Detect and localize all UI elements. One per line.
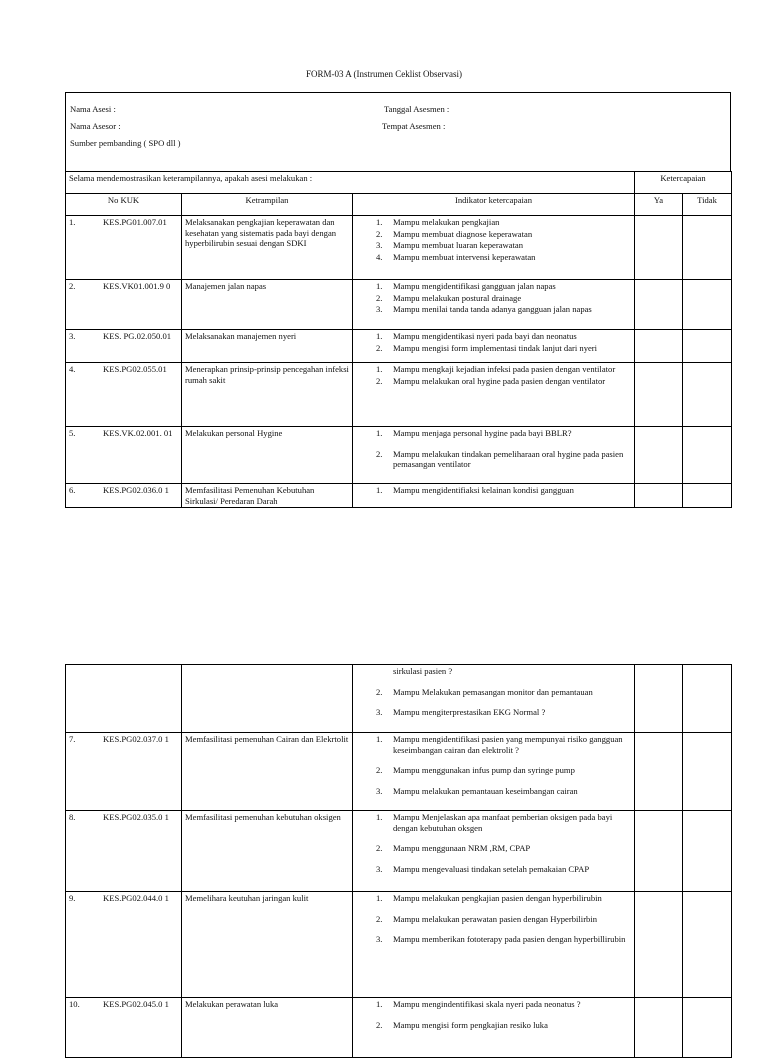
kuk-code: KES.PG02.045.0 1 [103,999,169,1009]
ya-checkbox-cell[interactable] [635,484,683,508]
indicator-number: 1. [376,893,383,903]
indicator-number: 2. [376,843,383,854]
indicator-item [356,485,631,496]
ya-checkbox-cell[interactable] [635,811,683,892]
indicator-item [356,812,631,833]
indikator-cell [353,330,635,363]
indicator-text: Mampu melakukan oral hygine pada pasien dengan ventilator [393,375,606,386]
kuk-cell [66,892,182,998]
indicator-number: 1. [376,999,383,1009]
ketrampilan-cell: Melaksanakan pengkajian keperawatan dan kesehatan yang sistematis pada bayi dengan hyperbilirubin sesuai dengan SDKI [182,216,353,280]
indicator-text: Mampu mengkaji kejadian infeksi pada pasien dengan ventilator [393,364,616,374]
ya-checkbox-cell[interactable] [635,330,683,363]
indicator-list [356,812,631,875]
indicator-number: 3. [376,240,383,251]
tidak-header: Tidak [683,194,732,216]
ya-checkbox-cell[interactable] [635,363,683,427]
row-number: 4. [69,364,76,374]
tidak-checkbox-cell[interactable] [683,892,732,998]
indicator-list [356,331,631,353]
sumber-pembanding-label: Sumber pembanding ( SPO dll ) [70,138,181,148]
indicator-item [356,281,631,292]
kuk-code: KES. PG.02.050.01 [103,331,172,341]
indicator-text: Mampu mengindentifikasi skala nyeri pada neonatus ? [393,999,581,1009]
indicator-text: Mampu menggunakan infus pump dan syringe pump [393,765,575,776]
indicator-number: 2. [376,375,383,386]
indicator-text: Mampu memberikan fototerapy pada pasien dengan hyperbillirubin [393,934,626,945]
ya-checkbox-cell[interactable] [635,427,683,484]
ketrampilan-cell: Memfasilitasi pemenuhan kebutuhan oksigen [182,811,353,892]
indicator-number: 4. [376,252,383,263]
indicator-item [356,843,631,854]
indicator-text: Mampu melakukan pemantauan keseimbangan cairan [393,786,578,797]
indicator-text: Mampu membuat diagnose keperawatan [393,228,533,239]
indicator-number: 2. [376,1019,383,1030]
kuk-cell [66,665,182,733]
indicator-number: 1. [376,281,383,291]
table-row [66,363,732,427]
indikator-cell [353,216,635,280]
kuk-code: KES.VK01.001.9 0 [103,281,171,291]
assessment-info-box [65,92,731,172]
table-row [66,427,732,484]
tidak-checkbox-cell[interactable] [683,216,732,280]
indicator-text: Mampu melakukan pengkajian [393,217,500,227]
indicator-number: 1. [376,428,383,438]
kuk-code: KES.PG02.037.0 1 [103,734,169,744]
tanggal-asesmen-label: Tanggal Asesmen : [384,104,450,114]
indicator-number: 2. [376,448,383,459]
indicator-number: 2. [376,342,383,353]
indicator-number: 2. [376,686,383,697]
kuk-cell [66,330,182,363]
indicator-text: Mampu mengiterprestasikan EKG Normal ? [393,707,546,718]
indicator-item [356,343,631,354]
row-number: 7. [69,734,76,744]
ketrampilan-cell: Memfasilitasi Pemenuhan Kebutuhan Sirkulasi/ Peredaran Darah [182,484,353,508]
indicator-text: Mampu mengidentifiaksi kelainan kondisi gangguan [393,485,574,495]
ketrampilan-cell: Manajemen jalan napas [182,280,353,330]
indicator-text: Mampu mengevaluasi tindakan setelah pemakaian CPAP [393,864,590,875]
indicator-item [356,217,631,228]
indicator-item [356,376,631,387]
indicator-item [356,293,631,304]
tidak-checkbox-cell[interactable] [683,998,732,1058]
table-row [66,330,732,363]
ketrampilan-cell: Melaksanakan manajemen nyeri [182,330,353,363]
prompt-cell: Selama mendemostrasikan keterampilannya, apakah asesi melakukan : [66,172,635,194]
kuk-cell [66,363,182,427]
indicator-item [356,934,631,945]
ketrampilan-cell: Melakukan personal Hygine [182,427,353,484]
kuk-cell [66,216,182,280]
tidak-checkbox-cell[interactable] [683,665,732,733]
indicator-text: Mampu melakukan tindakan pemeliharaan oral hygine pada pasien pemasangan ventilator [393,448,624,470]
indicator-number: 1. [376,331,383,341]
kuk-code: KES.PG02.044.0 1 [103,893,169,903]
tidak-checkbox-cell[interactable] [683,427,732,484]
indicator-text: sirkulasi pasien ? [393,666,453,676]
indicator-number: 1. [376,217,383,227]
table-row [66,216,732,280]
indicator-item [356,1020,631,1031]
nama-asesor-label: Nama Asesor : [70,121,121,131]
kuk-code: KES.PG02.036.0 1 [103,485,169,495]
tidak-checkbox-cell[interactable] [683,280,732,330]
ya-checkbox-cell[interactable] [635,216,683,280]
indicator-number: 2. [376,913,383,924]
table-row [66,484,732,508]
table-row [66,811,732,892]
table-row [66,998,732,1058]
row-number: 5. [69,428,76,438]
ketrampilan-cell: Menerapkan prinsip-prinsip pencegahan infeksi rumah sakit [182,363,353,427]
indicator-item [356,893,631,904]
kuk-cell [66,998,182,1058]
table-row [66,280,732,330]
indicator-number: 2. [376,228,383,239]
indikator-cell [353,363,635,427]
ketrampilan-cell: Memelihara keutuhan jaringan kulit [182,892,353,998]
indicator-number: 1. [376,734,383,744]
kuk-code: KES.PG02.035.0 1 [103,812,169,822]
indicator-list [356,217,631,263]
ya-checkbox-cell[interactable] [635,665,683,733]
ketercapaian-header: Ketercapaian [635,172,732,194]
kuk-cell [66,733,182,811]
indikator-cell [353,811,635,892]
indikator-cell [353,665,635,733]
indicator-item [356,734,631,755]
ketrampilan-header: Ketrampilan [182,194,353,216]
ketrampilan-cell: Memfasilitasi pemenuhan Cairan dan Elekrtolit [182,733,353,811]
indicator-item [356,364,631,375]
indicator-text: Mampu mengidentikasi nyeri pada bayi dan neonatus [393,331,577,341]
indicator-number: 1. [376,812,383,822]
tidak-checkbox-cell[interactable] [683,330,732,363]
indicator-number: 3. [376,304,383,315]
form-title: FORM-03 A (Instrumen Ceklist Observasi) [306,69,462,79]
indicator-item [356,252,631,263]
row-number: 10. [69,999,80,1009]
indicator-text: Mampu Menjelaskan apa manfaat pemberian oksigen pada bayi dengan kebutuhan oksgen [393,812,613,833]
kuk-cell [66,484,182,508]
indicator-item [356,428,631,439]
indicator-list [356,666,631,718]
indicator-list [356,364,631,386]
indicator-text: Mampu menggunaan NRM ,RM, CPAP [393,843,531,854]
indicator-item [356,331,631,342]
indikator-cell [353,998,635,1058]
indicator-text: Mampu mengidentifikasi gangguan jalan napas [393,281,556,291]
indicator-item [356,449,631,470]
observation-table-page2 [65,664,732,1058]
table-row [66,665,732,733]
indicator-number: 1. [376,364,383,374]
indicator-list [356,734,631,797]
kuk-cell [66,427,182,484]
indicator-number: 1. [376,485,383,495]
indicator-item [356,999,631,1010]
nama-asesi-label: Nama Asesi : [70,104,116,114]
indicator-text: Mampu membuat intervensi keperawatan [393,252,536,263]
indicator-text: Mampu melakukan postural drainage [393,292,522,303]
indikator-cell [353,427,635,484]
indicator-item [356,240,631,251]
ya-header: Ya [635,194,683,216]
indicator-list [356,428,631,470]
tidak-checkbox-cell[interactable] [683,363,732,427]
table-row [66,733,732,811]
indikator-cell [353,484,635,508]
ketrampilan-cell [182,665,353,733]
kuk-code: KES.PG01.007.01 [103,217,167,227]
indicator-list [356,999,631,1030]
ya-checkbox-cell[interactable] [635,280,683,330]
indikator-cell [353,733,635,811]
indicator-number: 3. [376,707,383,718]
indicator-list [356,893,631,945]
indicator-number: 3. [376,786,383,797]
kuk-code: KES.PG02.055.01 [103,364,167,374]
row-number: 9. [69,893,76,903]
indicator-text: Mampu membuat luaran keperawatan [393,240,524,251]
ya-checkbox-cell[interactable] [635,998,683,1058]
ya-checkbox-cell[interactable] [635,892,683,998]
indicator-text: Mampu menjaga personal hygine pada bayi BBLR? [393,428,572,438]
indikator-cell [353,892,635,998]
indicator-text: Mampu Melakukan pemasangan monitor dan pemantauan [393,686,593,697]
indicator-item [356,666,631,677]
indicator-number: 3. [376,864,383,875]
indicator-text: Mampu menilai tanda tanda adanya gangguan jalan napas [393,304,592,315]
table-row [66,892,732,998]
indicator-item [356,765,631,776]
indicator-number: 3. [376,934,383,945]
indicator-text: Mampu mengisi form pengkajian resiko luka [393,1019,548,1030]
row-number: 8. [69,812,76,822]
tidak-checkbox-cell[interactable] [683,484,732,508]
indicator-item [356,707,631,718]
indicator-list [356,281,631,315]
row-number: 2. [69,281,76,291]
tidak-checkbox-cell[interactable] [683,811,732,892]
indicator-text: Mampu mengidentifikasi pasien yang mempunyai risiko gangguan keseimbangan cairan dan elektrolit ? [393,734,623,755]
ketrampilan-cell: Melakukan perawatan luka [182,998,353,1058]
kuk-code: KES.VK.02.001. 01 [103,428,173,438]
indicator-text: Mampu melakukan perawatan pasien dengan Hyperbilirbin [393,913,598,924]
kuk-cell [66,811,182,892]
row-number: 3. [69,331,76,341]
indicator-item [356,304,631,315]
indicator-number: 2. [376,292,383,303]
tidak-checkbox-cell[interactable] [683,733,732,811]
indicator-item [356,229,631,240]
indicator-text: Mampu melakukan pengkajian pasien dengan hyperbilirubin [393,893,602,903]
tempat-asesmen-label: Tempat Asesmen : [382,121,446,131]
indicator-text: Mampu mengisi form implementasi tindak lanjut dari nyeri [393,342,598,353]
no-kuk-header: No KUK [66,194,182,216]
row-number: 1. [69,217,76,227]
indicator-item [356,864,631,875]
indikator-header: Indikator ketercapaian [353,194,635,216]
indicator-list [356,485,631,496]
indikator-cell [353,280,635,330]
indicator-item [356,786,631,797]
observation-table-page1 [65,171,732,508]
indicator-item [356,687,631,698]
ya-checkbox-cell[interactable] [635,733,683,811]
kuk-cell [66,280,182,330]
row-number: 6. [69,485,76,495]
indicator-item [356,914,631,925]
indicator-number: 2. [376,765,383,776]
